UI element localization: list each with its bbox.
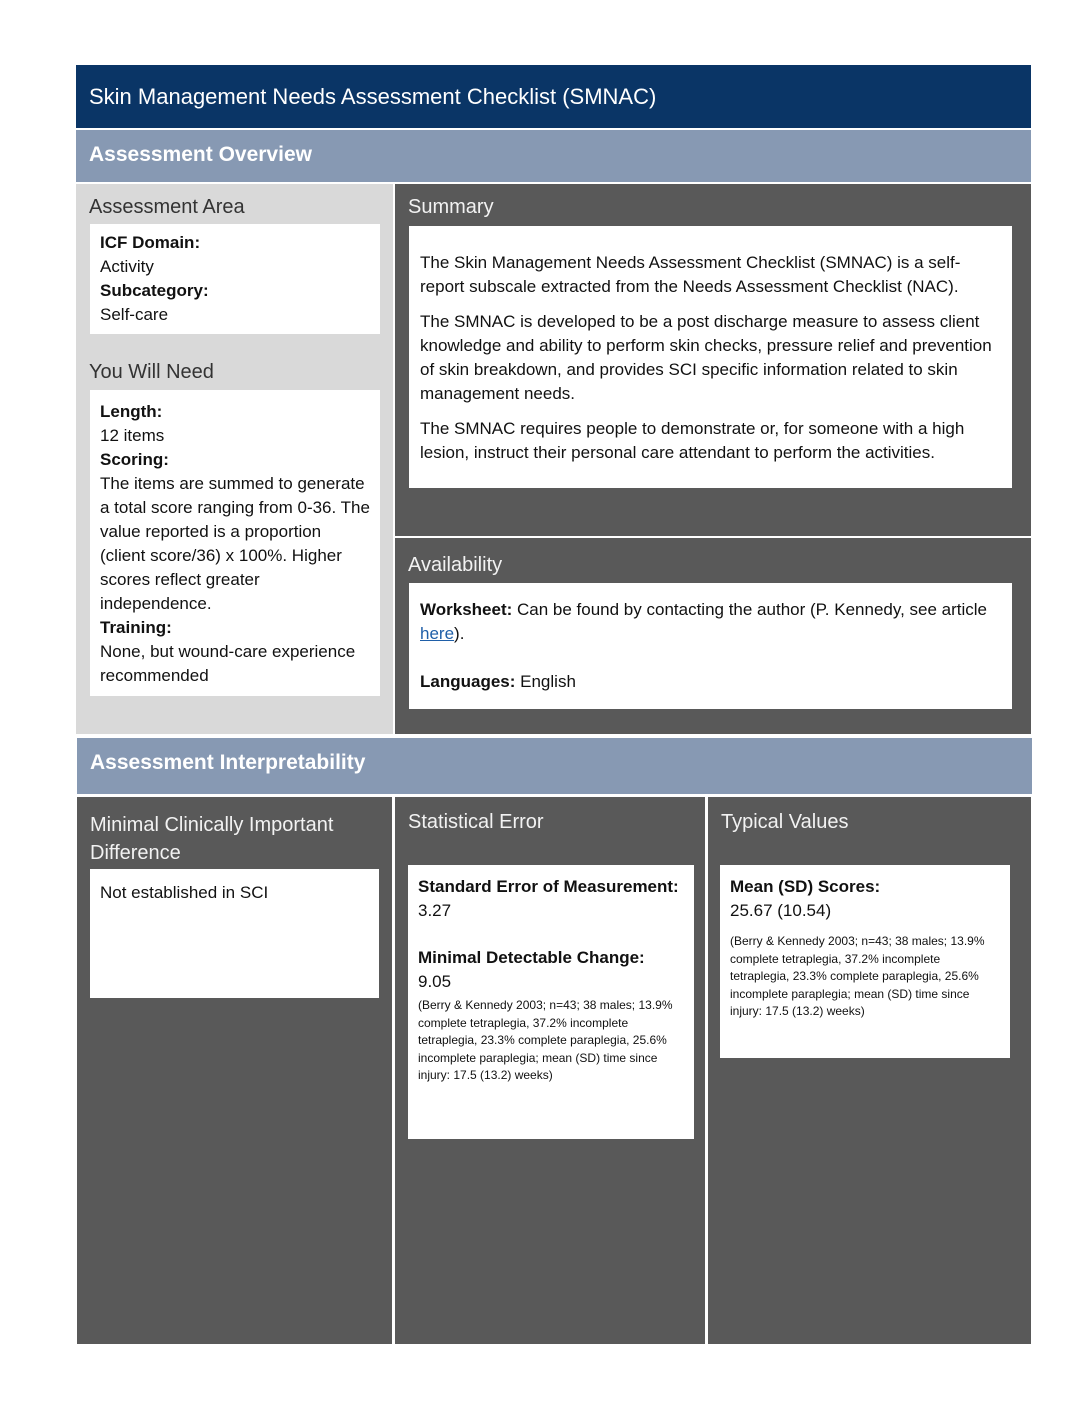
- section-header-interpretability: Assessment Interpretability: [77, 738, 1032, 794]
- availability-heading: Availability: [408, 554, 503, 576]
- mcid-panel: [77, 797, 392, 1344]
- mcid-card: [90, 869, 379, 998]
- mcid-value: Not established in SCI: [100, 883, 269, 902]
- training-value: None, but wound-care experience recommended: [100, 642, 356, 685]
- typical-values-heading: Typical Values: [721, 811, 849, 833]
- icf-domain-label: ICF Domain:: [100, 233, 201, 252]
- you-will-need-heading: You Will Need: [89, 361, 214, 383]
- icf-card: [90, 224, 380, 334]
- mdc-label: Minimal Detectable Change:: [418, 948, 645, 967]
- availability-card: [409, 583, 1012, 709]
- summary-heading: Summary: [408, 196, 494, 218]
- subcategory-label: Subcategory:: [100, 281, 209, 300]
- mcid-heading: Minimal Clinically Important Difference: [90, 814, 334, 864]
- assessment-area-panel: [76, 184, 393, 734]
- summary-paragraph-2: The SMNAC is developed to be a post discharge measure to assess client knowledge and ability to perform skin checks, pressure relief and prevention of skin breakdown, and provides SCI specific information related to skin management needs.: [420, 312, 992, 403]
- mdc-value: 9.05: [418, 972, 452, 991]
- you-will-need-card: [90, 390, 380, 696]
- subcategory-value: Self-care: [100, 305, 169, 324]
- typical-citation: (Berry & Kennedy 2003; n=43; 38 males; 13.9% complete tetraplegia, 37.2% incomplete tetraplegia, 23.3% complete paraplegia, 25.6% incomplete paraplegia; mean (SD) time since injury: 17.5 (13.2) weeks): [730, 934, 985, 1018]
- scoring-label: Scoring:: [100, 450, 169, 469]
- languages-label: Languages:: [420, 672, 516, 691]
- error-citation: (Berry & Kennedy 2003; n=43; 38 males; 13.9% complete tetraplegia, 37.2% incomplete tetraplegia, 23.3% complete paraplegia, 25.6% incomplete paraplegia; mean (SD) time since injury: 17.5 (13.2) weeks): [418, 998, 673, 1082]
- length-label: Length:: [100, 402, 163, 421]
- summary-paragraph-3: The SMNAC requires people to demonstrate or, for someone with a high lesion, instruct their personal care attendant to perform the activities.: [420, 419, 965, 462]
- summary-panel: [395, 184, 1031, 536]
- worksheet-end: ).: [454, 624, 465, 643]
- statistical-error-heading: Statistical Error: [408, 811, 544, 833]
- sem-label: Standard Error of Measurement:: [418, 877, 679, 896]
- sem-value: 3.27: [418, 901, 452, 920]
- assessment-area-heading: Assessment Area: [89, 196, 245, 218]
- summary-card: [409, 226, 1012, 488]
- languages-line: [420, 670, 1001, 694]
- icf-domain-value: Activity: [100, 257, 154, 276]
- worksheet-line: [420, 598, 1001, 646]
- worksheet-label: Worksheet:: [420, 600, 513, 619]
- languages-value: English: [520, 672, 576, 691]
- length-value: 12 items: [100, 426, 165, 445]
- mean-sd-label: Mean (SD) Scores:: [730, 877, 881, 896]
- typical-values-card: [720, 865, 1010, 1058]
- availability-panel: [395, 538, 1031, 734]
- mean-sd-value: 25.67 (10.54): [730, 901, 832, 920]
- scoring-value: The items are summed to generate a total score ranging from 0-36. The value reported is a proportion (client score/36) x 100%. Higher scores reflect greater independence.: [100, 474, 370, 613]
- statistical-error-card: [408, 865, 694, 1139]
- statistical-error-panel: [395, 797, 705, 1344]
- typical-values-panel: [708, 797, 1031, 1344]
- section-header-overview: Assessment Overview: [76, 130, 1031, 182]
- worksheet-text: Can be found by contacting the author (P. Kennedy, see article: [517, 600, 988, 619]
- summary-paragraph-1: The Skin Management Needs Assessment Checklist (SMNAC) is a self-report subscale extracted from the Needs Assessment Checklist (NAC).: [420, 253, 961, 296]
- training-label: Training:: [100, 618, 172, 637]
- document-title: Skin Management Needs Assessment Checklist (SMNAC): [76, 65, 1031, 128]
- worksheet-link[interactable]: here: [420, 624, 455, 643]
